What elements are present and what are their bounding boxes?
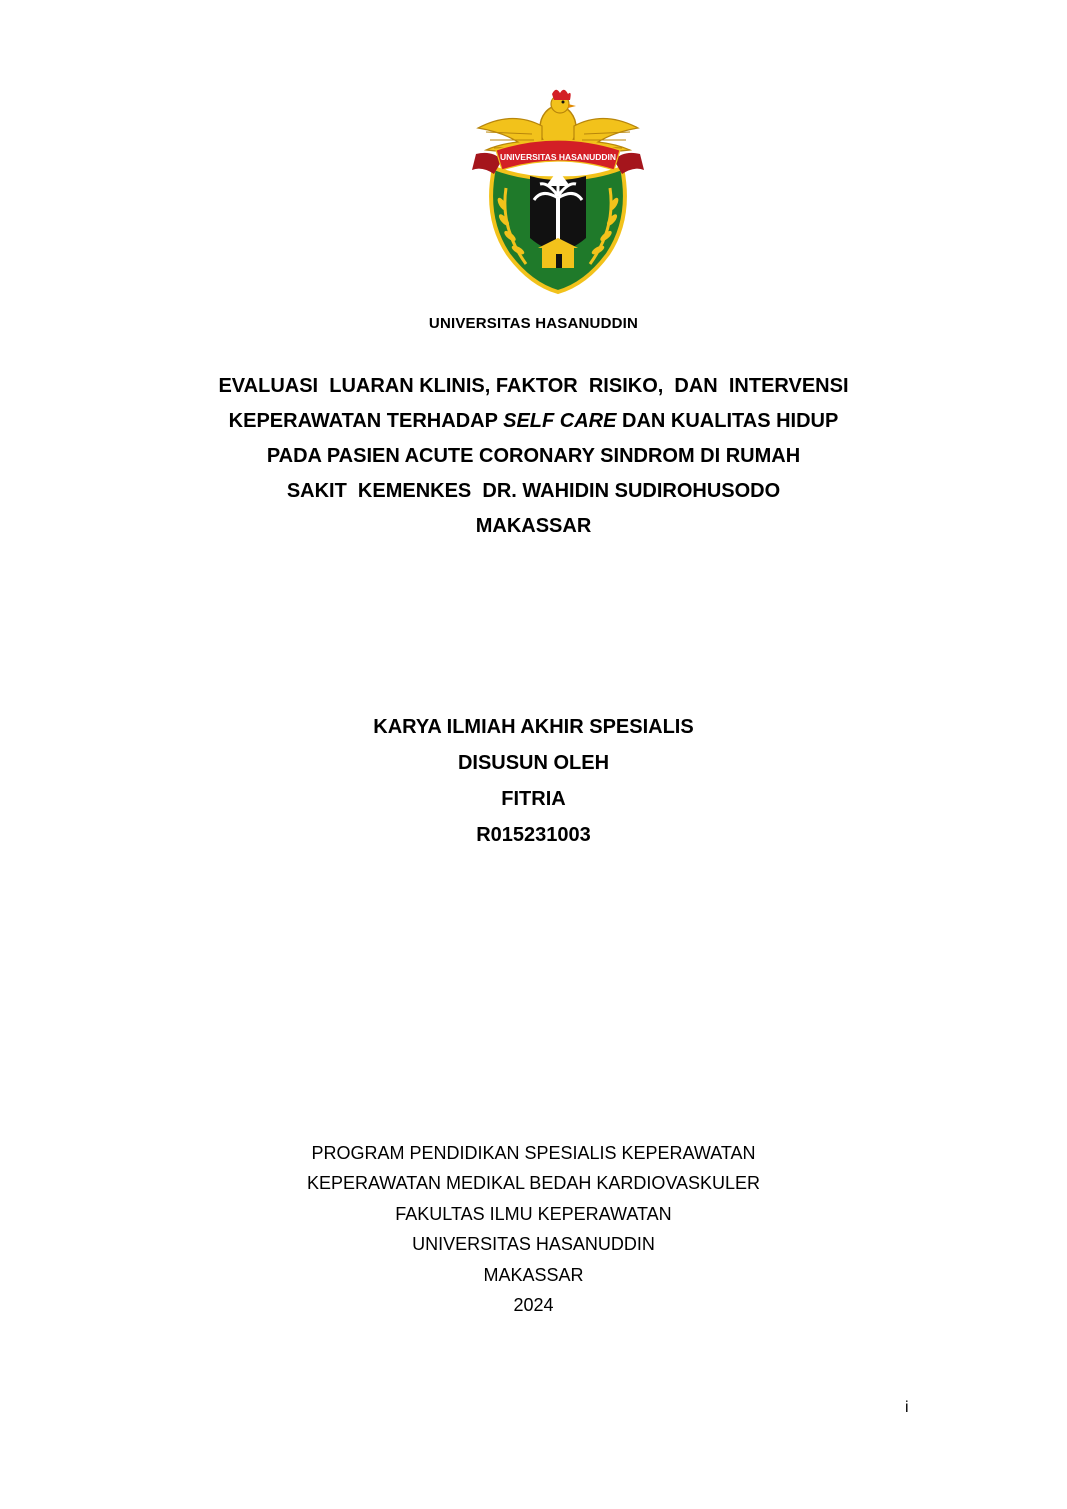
specialty-name: KEPERAWATAN MEDIKAL BEDAH KARDIOVASKULER — [306, 1173, 761, 1194]
title-line-2-italic: SELF CARE — [503, 410, 617, 432]
author-block — [0, 709, 1067, 853]
program-name: PROGRAM PENDIDIKAN SPESIALIS KEPERAWATAN — [311, 1143, 756, 1163]
title-line-2-start: KEPERAWATAN TERHADAP — [228, 410, 504, 432]
document-type: KARYA ILMIAH AKHIR SPESIALIS — [373, 716, 694, 738]
author-name: FITRIA — [501, 788, 566, 810]
university-heading: UNIVERSITAS HASANUDDIN — [428, 315, 639, 332]
title-line-1: EVALUASI LUARAN KLINIS, FAKTOR RISIKO, DAN INTERVENSI — [218, 375, 849, 397]
university-emblem-logo — [472, 88, 644, 296]
year: 2024 — [513, 1295, 554, 1316]
city-name: MAKASSAR — [483, 1264, 584, 1285]
title-line-4: SAKIT KEMENKES DR. WAHIDIN SUDIROHUSODO — [286, 480, 781, 502]
faculty-name: FAKULTAS ILMU KEPERAWATAN — [395, 1203, 672, 1224]
logo-ribbon-text: UNIVERSITAS HASANUDDIN — [499, 152, 617, 162]
title-line-2 — [0, 404, 1067, 439]
title-line-3: PADA PASIEN ACUTE CORONARY SINDROM DI RUMAH — [266, 445, 801, 467]
title-line-2-end: DAN KUALITAS HIDUP — [616, 410, 839, 432]
title-line-5: MAKASSAR — [475, 515, 592, 537]
institution-block — [0, 1138, 1067, 1320]
page-number: i — [905, 1399, 909, 1416]
prepared-by-label: DISUSUN OLEH — [457, 752, 610, 774]
university-name: UNIVERSITAS HASANUDDIN — [412, 1234, 655, 1255]
document-title — [0, 369, 1067, 544]
student-id: R015231003 — [476, 824, 591, 846]
